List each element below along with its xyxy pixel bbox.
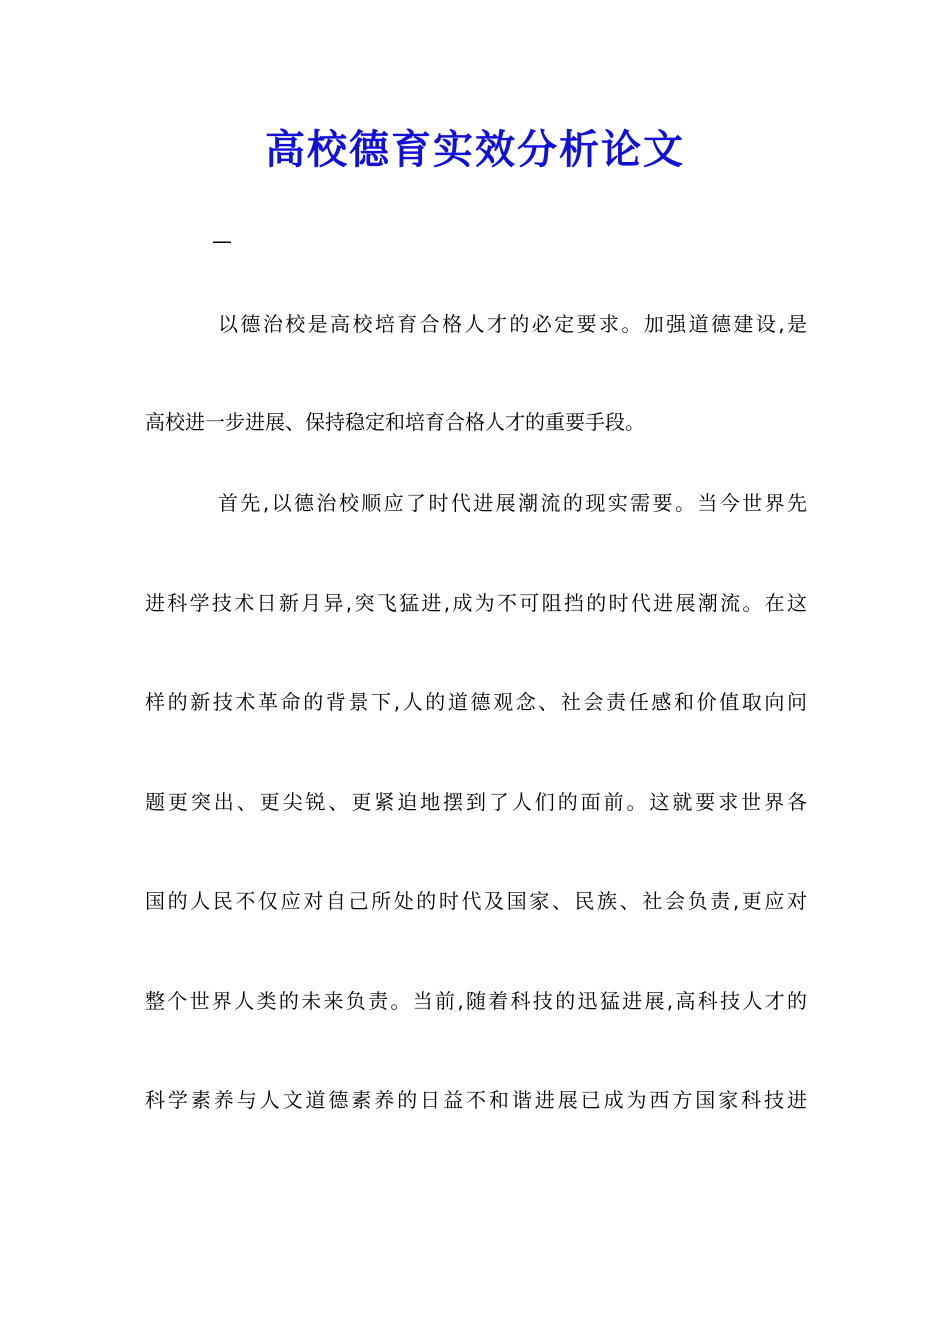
paragraph-line: 题更突出、更尖锐、更紧迫地摆到了人们的面前。这就要求世界各: [145, 790, 810, 814]
paragraph-line: 进科学技术日新月异,突飞猛进,成为不可阻挡的时代进展潮流。在这: [145, 591, 810, 615]
paragraph-line: 样的新技术革命的背景下,人的道德观念、社会责任感和价值取向问: [145, 690, 810, 714]
document-title: 高校德育实效分析论文: [265, 126, 685, 173]
paragraph-line: 国的人民不仅应对自己所处的时代及国家、民族、社会负责,更应对: [145, 889, 810, 913]
paragraph-line: 以德治校是高校培育合格人才的必定要求。加强道德建设,是: [218, 312, 810, 336]
paragraph-line: 整个世界人类的未来负责。当前,随着科技的迅猛进展,高科技人才的: [145, 989, 810, 1013]
section-mark: —: [212, 229, 232, 253]
paragraph-line: 首先,以德治校顺应了时代进展潮流的现实需要。当今世界先: [218, 491, 810, 515]
paragraph-line: 高校进一步进展、保持稳定和培育合格人才的重要手段。: [145, 410, 645, 434]
paragraph-line: 科学素养与人文道德素养的日益不和谐进展已成为西方国家科技进: [145, 1088, 810, 1112]
